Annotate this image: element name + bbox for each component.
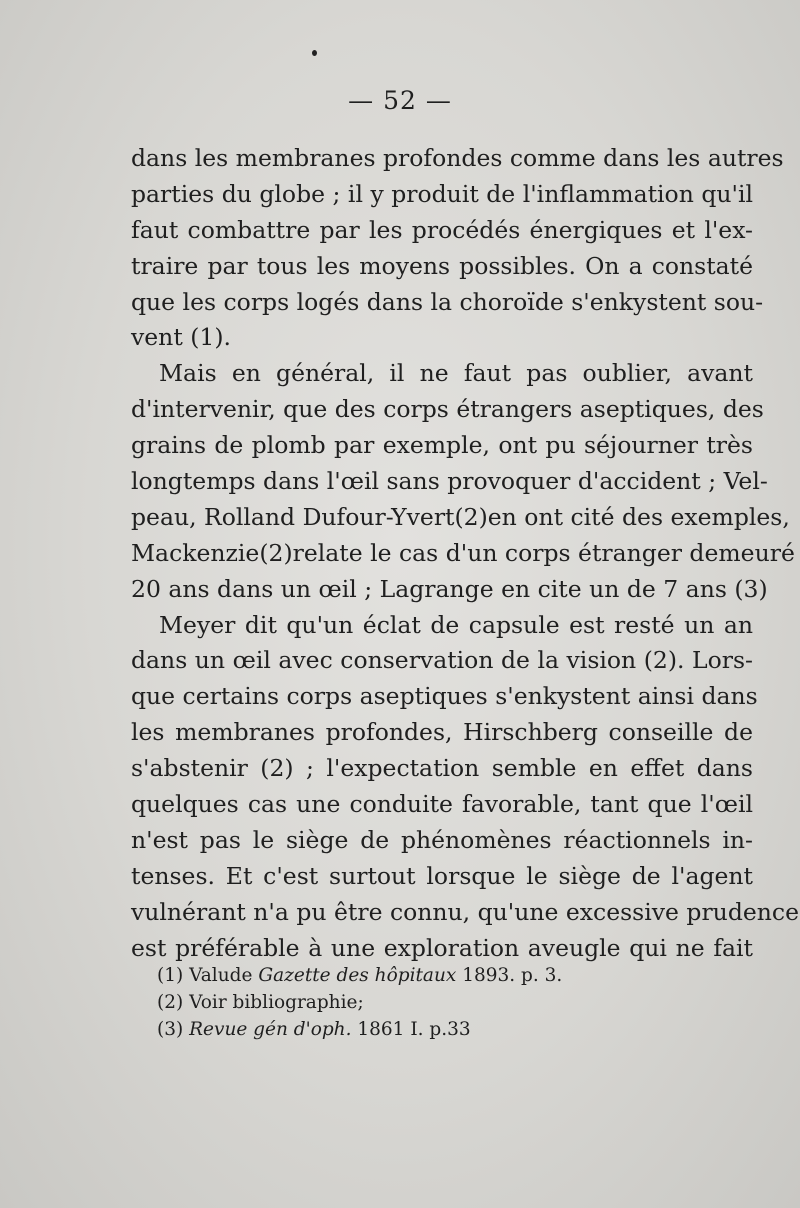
footnote-marker: (1) — [157, 965, 184, 986]
footnote-italic: Revue gén d'oph. — [189, 1019, 352, 1040]
text-line: 20 ans dans un œil ; Lagrange en cite un de 7 ans (3) — [131, 574, 768, 603]
text-line: d'intervenir, que des corps étrangers aseptiques, des — [131, 395, 764, 424]
footnote-1 — [157, 962, 717, 989]
footnote-text: Voir bibliographie; — [189, 992, 364, 1013]
text-line: n'est pas le siège de phénomènes réactionnels in- — [131, 825, 753, 854]
text-line: que certains corps aseptiques s'enkystent ainsi dans — [131, 682, 758, 711]
footnote-2 — [157, 989, 717, 1016]
footnote-text: Valude — [189, 965, 259, 986]
text-line: tenses. Et c'est surtout lorsque le siège de l'agent — [131, 861, 753, 890]
text-line: traire par tous les moyens possibles. On a constaté — [131, 251, 753, 280]
footnote-marker: (2) — [157, 992, 184, 1013]
footnotes — [157, 962, 717, 1043]
footnote-text: 1861 I. p.33 — [351, 1019, 471, 1040]
text-line: grains de plomb par exemple, ont pu séjourner très — [131, 431, 753, 460]
text-line: que les corps logés dans la choroïde s'enkystent sou- — [131, 287, 764, 316]
text-line: les membranes profondes, Hirschberg conseille de — [131, 718, 753, 747]
text-line: s'abstenir (2) ; l'expectation semble en effet dans — [131, 754, 753, 783]
text-line: peau, Rolland Dufour-Yvert(2)en ont cité des exemples, — [131, 502, 790, 531]
text-line: Meyer dit qu'un éclat de capsule est resté un an — [159, 610, 753, 639]
page-number: — 52 — — [348, 86, 452, 115]
body-text — [131, 141, 799, 966]
ink-dot — [312, 50, 317, 56]
text-line: dans un œil avec conservation de la vision (2). Lors- — [131, 646, 753, 675]
text-line: est préférable à une exploration aveugle qui ne fait — [131, 933, 753, 962]
text-line: quelques cas une conduite favorable, tant que l'œil — [131, 790, 753, 819]
footnote-italic: Gazette des hôpitaux — [258, 965, 457, 986]
text-line: longtemps dans l'œil sans provoquer d'accident ; Vel- — [131, 467, 768, 496]
text-line: vulnérant n'a pu être connu, qu'une excessive prudence — [131, 897, 799, 926]
text-line: parties du globe ; il y produit de l'inflammation qu'il — [131, 179, 753, 208]
footnote-3 — [157, 1016, 717, 1043]
footnote-text: 1893. p. 3. — [456, 965, 563, 986]
text-line: faut combattre par les procédés énergiques et l'ex- — [131, 215, 753, 244]
text-line: vent (1). — [131, 323, 231, 352]
footnote-marker: (3) — [157, 1019, 184, 1040]
text-line: Mackenzie(2)relate le cas d'un corps étranger demeuré — [131, 538, 795, 567]
text-line: Mais en général, il ne faut pas oublier, avant — [159, 359, 753, 388]
text-line: dans les membranes profondes comme dans les autres — [131, 144, 784, 172]
